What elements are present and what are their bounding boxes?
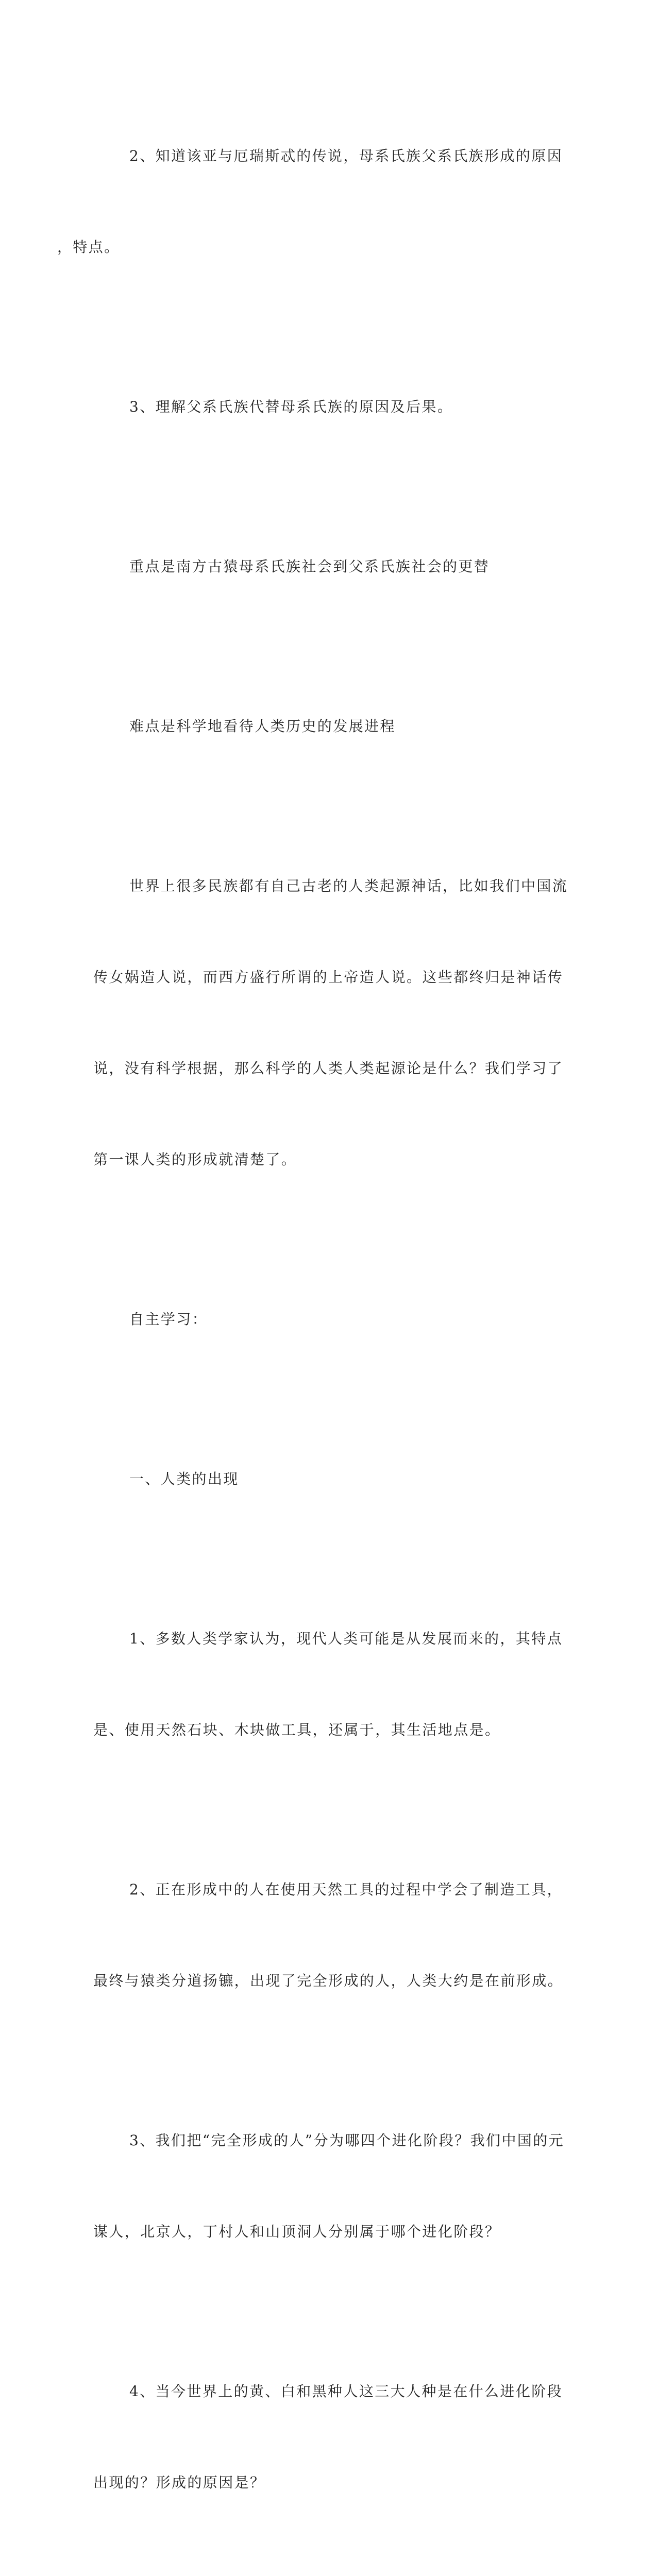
text-line: 一、人类的出现 [129, 1470, 239, 1487]
text-line: 最终与猿类分道扬镳，出现了完全形成的人，人类大约是在前形成。 [93, 1972, 564, 1989]
question-1 [93, 1563, 563, 1806]
text-line: 1、多数人类学家认为，现代人类可能是从发展而来的，其特点 [129, 1630, 563, 1647]
text-line: ，特点。 [57, 239, 120, 256]
text-line: 4、当今世界上的黄、白和黑种人这三大人种是在什么进化阶段 [129, 2383, 563, 2400]
text-line: 世界上很多民族都有自己古老的人类起源神话，比如我们中国流 [129, 877, 568, 894]
text-line: 自主学习： [129, 1311, 208, 1328]
paragraph-difficulty [93, 650, 539, 802]
section-heading-self-study [93, 1243, 539, 1395]
question-4 [93, 2315, 563, 2558]
text-line: 难点是科学地看待人类历史的发展进程 [129, 718, 396, 735]
text-line: 传女娲造人说，而西方盛行所谓的上帝造人说。这些都终归是神话传 [93, 969, 564, 986]
text-line: 2、正在形成中的人在使用天然工具的过程中学会了制造工具， [129, 1881, 563, 1898]
text-line: 2、知道该亚与厄瑞斯忒的传说，母系氏族父系氏族形成的原因 [129, 147, 563, 164]
section-heading-human-emergence [93, 1403, 539, 1555]
text-line: 谋人，北京人，丁村人和山顶洞人分别属于哪个进化阶段？ [93, 2223, 501, 2240]
question-2 [93, 1814, 564, 2057]
paragraph-introduction [93, 810, 568, 1235]
text-line: 3、我们把“完全形成的人”分为哪四个进化阶段？我们中国的元 [129, 2132, 565, 2149]
section-heading-clan-society [93, 2566, 539, 2576]
text-line: 出现的？形成的原因是？ [93, 2474, 266, 2491]
text-line: 是、使用天然石块、木块做工具，还属于，其生活地点是。 [93, 1721, 501, 1738]
text-line: 3、理解父系氏族代替母系氏族的原因及后果。 [129, 398, 453, 415]
text-line: 重点是南方古猿母系氏族社会到父系氏族社会的更替 [129, 558, 490, 575]
text-line: 说，没有科学根据，那么科学的人类人类起源论是什么？我们学习了 [93, 1060, 564, 1077]
text-line: 第一课人类的形成就清楚了。 [93, 1151, 297, 1168]
paragraph-goal-3 [93, 331, 539, 483]
question-3 [93, 2064, 565, 2308]
document-body [57, 80, 568, 2576]
paragraph-key-point [93, 490, 539, 642]
paragraph-goal-2 [57, 80, 563, 323]
